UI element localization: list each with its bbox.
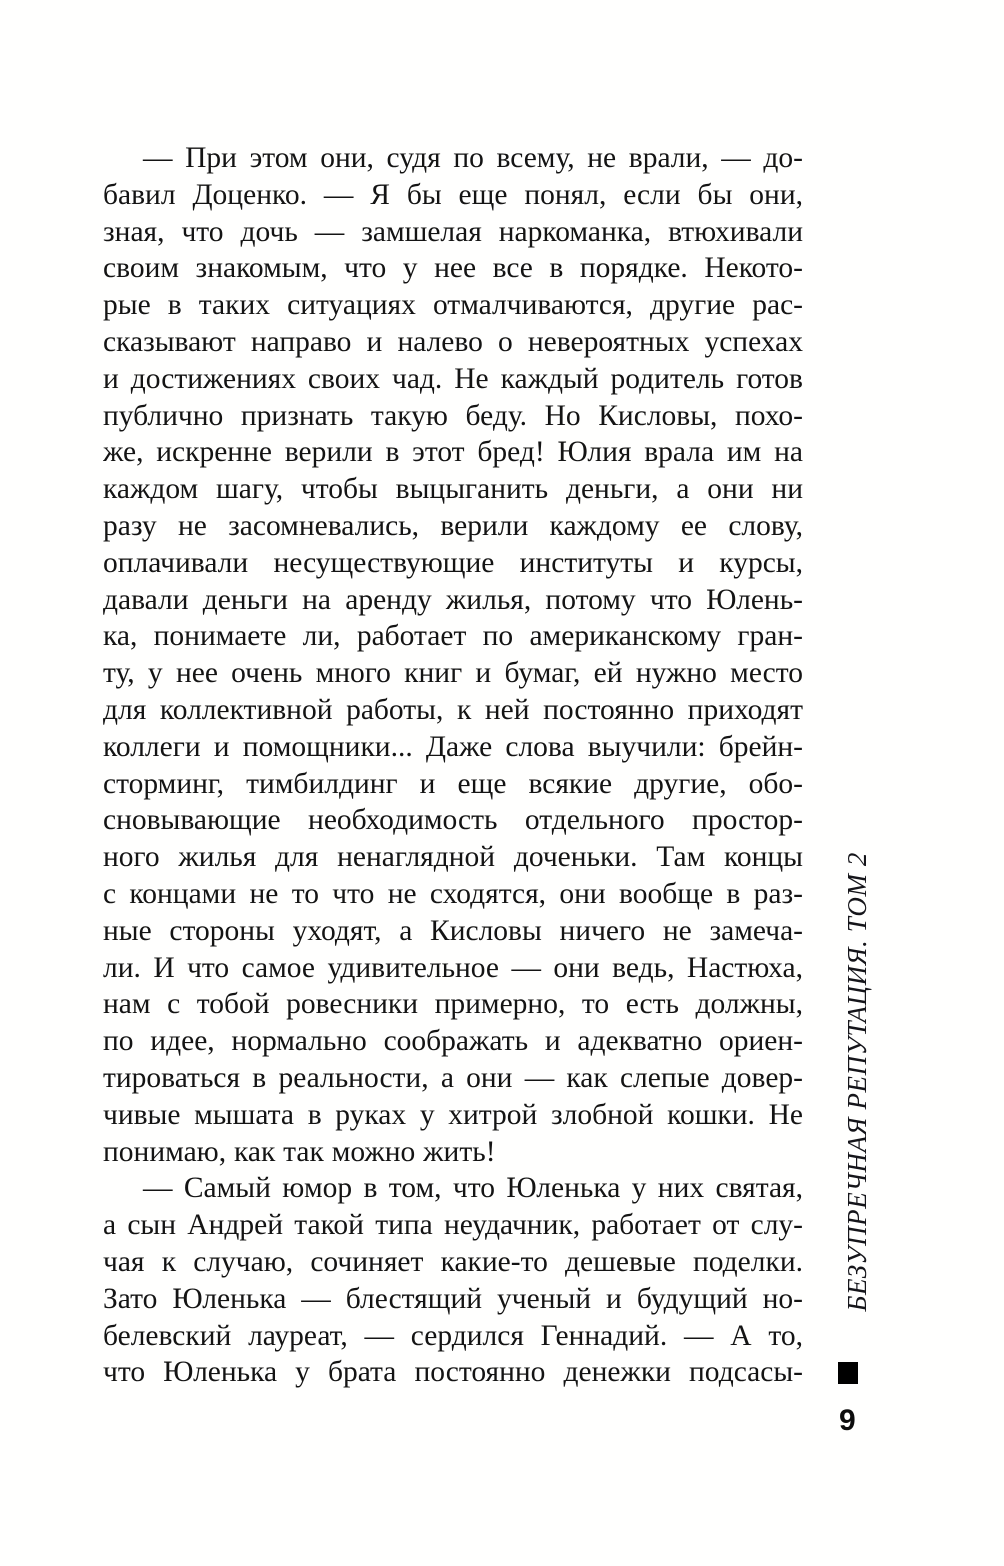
text-line: нам с тобой ровесники примерно, то есть должны,	[103, 988, 803, 1021]
text-line: Зато Юленька — блестящий ученый и будущий но-	[103, 1282, 803, 1315]
text-line: сторминг, тимбилдинг и еще всякие другие, обо-	[103, 767, 803, 800]
text-line: ту, у нее очень много книг и бумаг, ей нужно место	[103, 657, 803, 690]
text-line: публично признать такую беду. Но Кисловы, похо-	[103, 399, 803, 432]
text-line: чая к случаю, сочиняет какие-то дешевые поделки.	[103, 1245, 803, 1278]
text-line: разу не засомневались, верили каждому ее слову,	[103, 509, 803, 542]
text-line: для коллективной работы, к ней постоянно приходят	[103, 693, 803, 726]
text-line: коллеги и помощники... Даже слова выучили: брейн-	[103, 730, 803, 763]
text-line: — При этом они, судя по всему, не врали, — до-	[143, 142, 803, 174]
text-line: а сын Андрей такой типа неудачник, работает от слу-	[103, 1209, 803, 1242]
text-line: бавил Доценко. — Я бы еще понял, если бы они,	[103, 178, 803, 211]
text-line: тироваться в реальности, а они — как слепые довер-	[103, 1061, 803, 1094]
text-line: и достижениях своих чад. Не каждый родитель готов	[103, 362, 803, 395]
text-line: ные стороны уходят, а Кисловы ничего не замеча-	[103, 914, 803, 947]
text-line: понимаю, как так можно жить!	[103, 1135, 496, 1168]
text-line: — Самый юмор в том, что Юленька у них святая,	[143, 1172, 803, 1205]
page-number: 9	[839, 1404, 856, 1437]
text-line: же, искренне верили в этот бред! Юлия врала им на	[103, 436, 803, 469]
text-line: ного жилья для ненаглядной доченьки. Там концы	[103, 841, 803, 874]
text-line: сказывают направо и налево о невероятных успехах	[103, 325, 803, 358]
section-marker-square	[838, 1362, 858, 1384]
running-title: БЕЗУПРЕЧНАЯ РЕПУТАЦИЯ. ТОМ 2	[842, 852, 872, 1312]
text-line: по идее, нормально соображать и адекватно ориен-	[103, 1025, 803, 1058]
text-line: своим знакомым, что у нее все в порядке. Некото-	[103, 252, 803, 285]
text-line: ка, понимаете ли, работает по американскому гран-	[103, 620, 803, 653]
body-text	[103, 140, 803, 1391]
text-line: зная, что дочь — замшелая наркоманка, втюхивали	[103, 215, 803, 248]
text-line: каждом шагу, чтобы выцыганить деньги, а они ни	[103, 473, 803, 506]
text-line: чивые мышата в руках у хитрой злобной кошки. Не	[103, 1098, 803, 1131]
text-line: белевский лауреат, — сердился Геннадий. — А то,	[103, 1319, 803, 1352]
text-line: ли. И что самое удивительное — они ведь, Настюха,	[103, 951, 803, 984]
text-line: с концами не то что не сходятся, они вообще в раз-	[103, 877, 803, 910]
text-line: оплачивали несуществующие институты и курсы,	[103, 546, 803, 579]
text-line: давали деньги на аренду жилья, потому что Юлень-	[103, 583, 803, 616]
text-line: сновывающие необходимость отдельного простор-	[103, 804, 803, 837]
text-line: рые в таких ситуациях отмалчиваются, другие рас-	[103, 289, 803, 322]
text-line: что Юленька у брата постоянно денежки подсасы-	[103, 1356, 803, 1389]
